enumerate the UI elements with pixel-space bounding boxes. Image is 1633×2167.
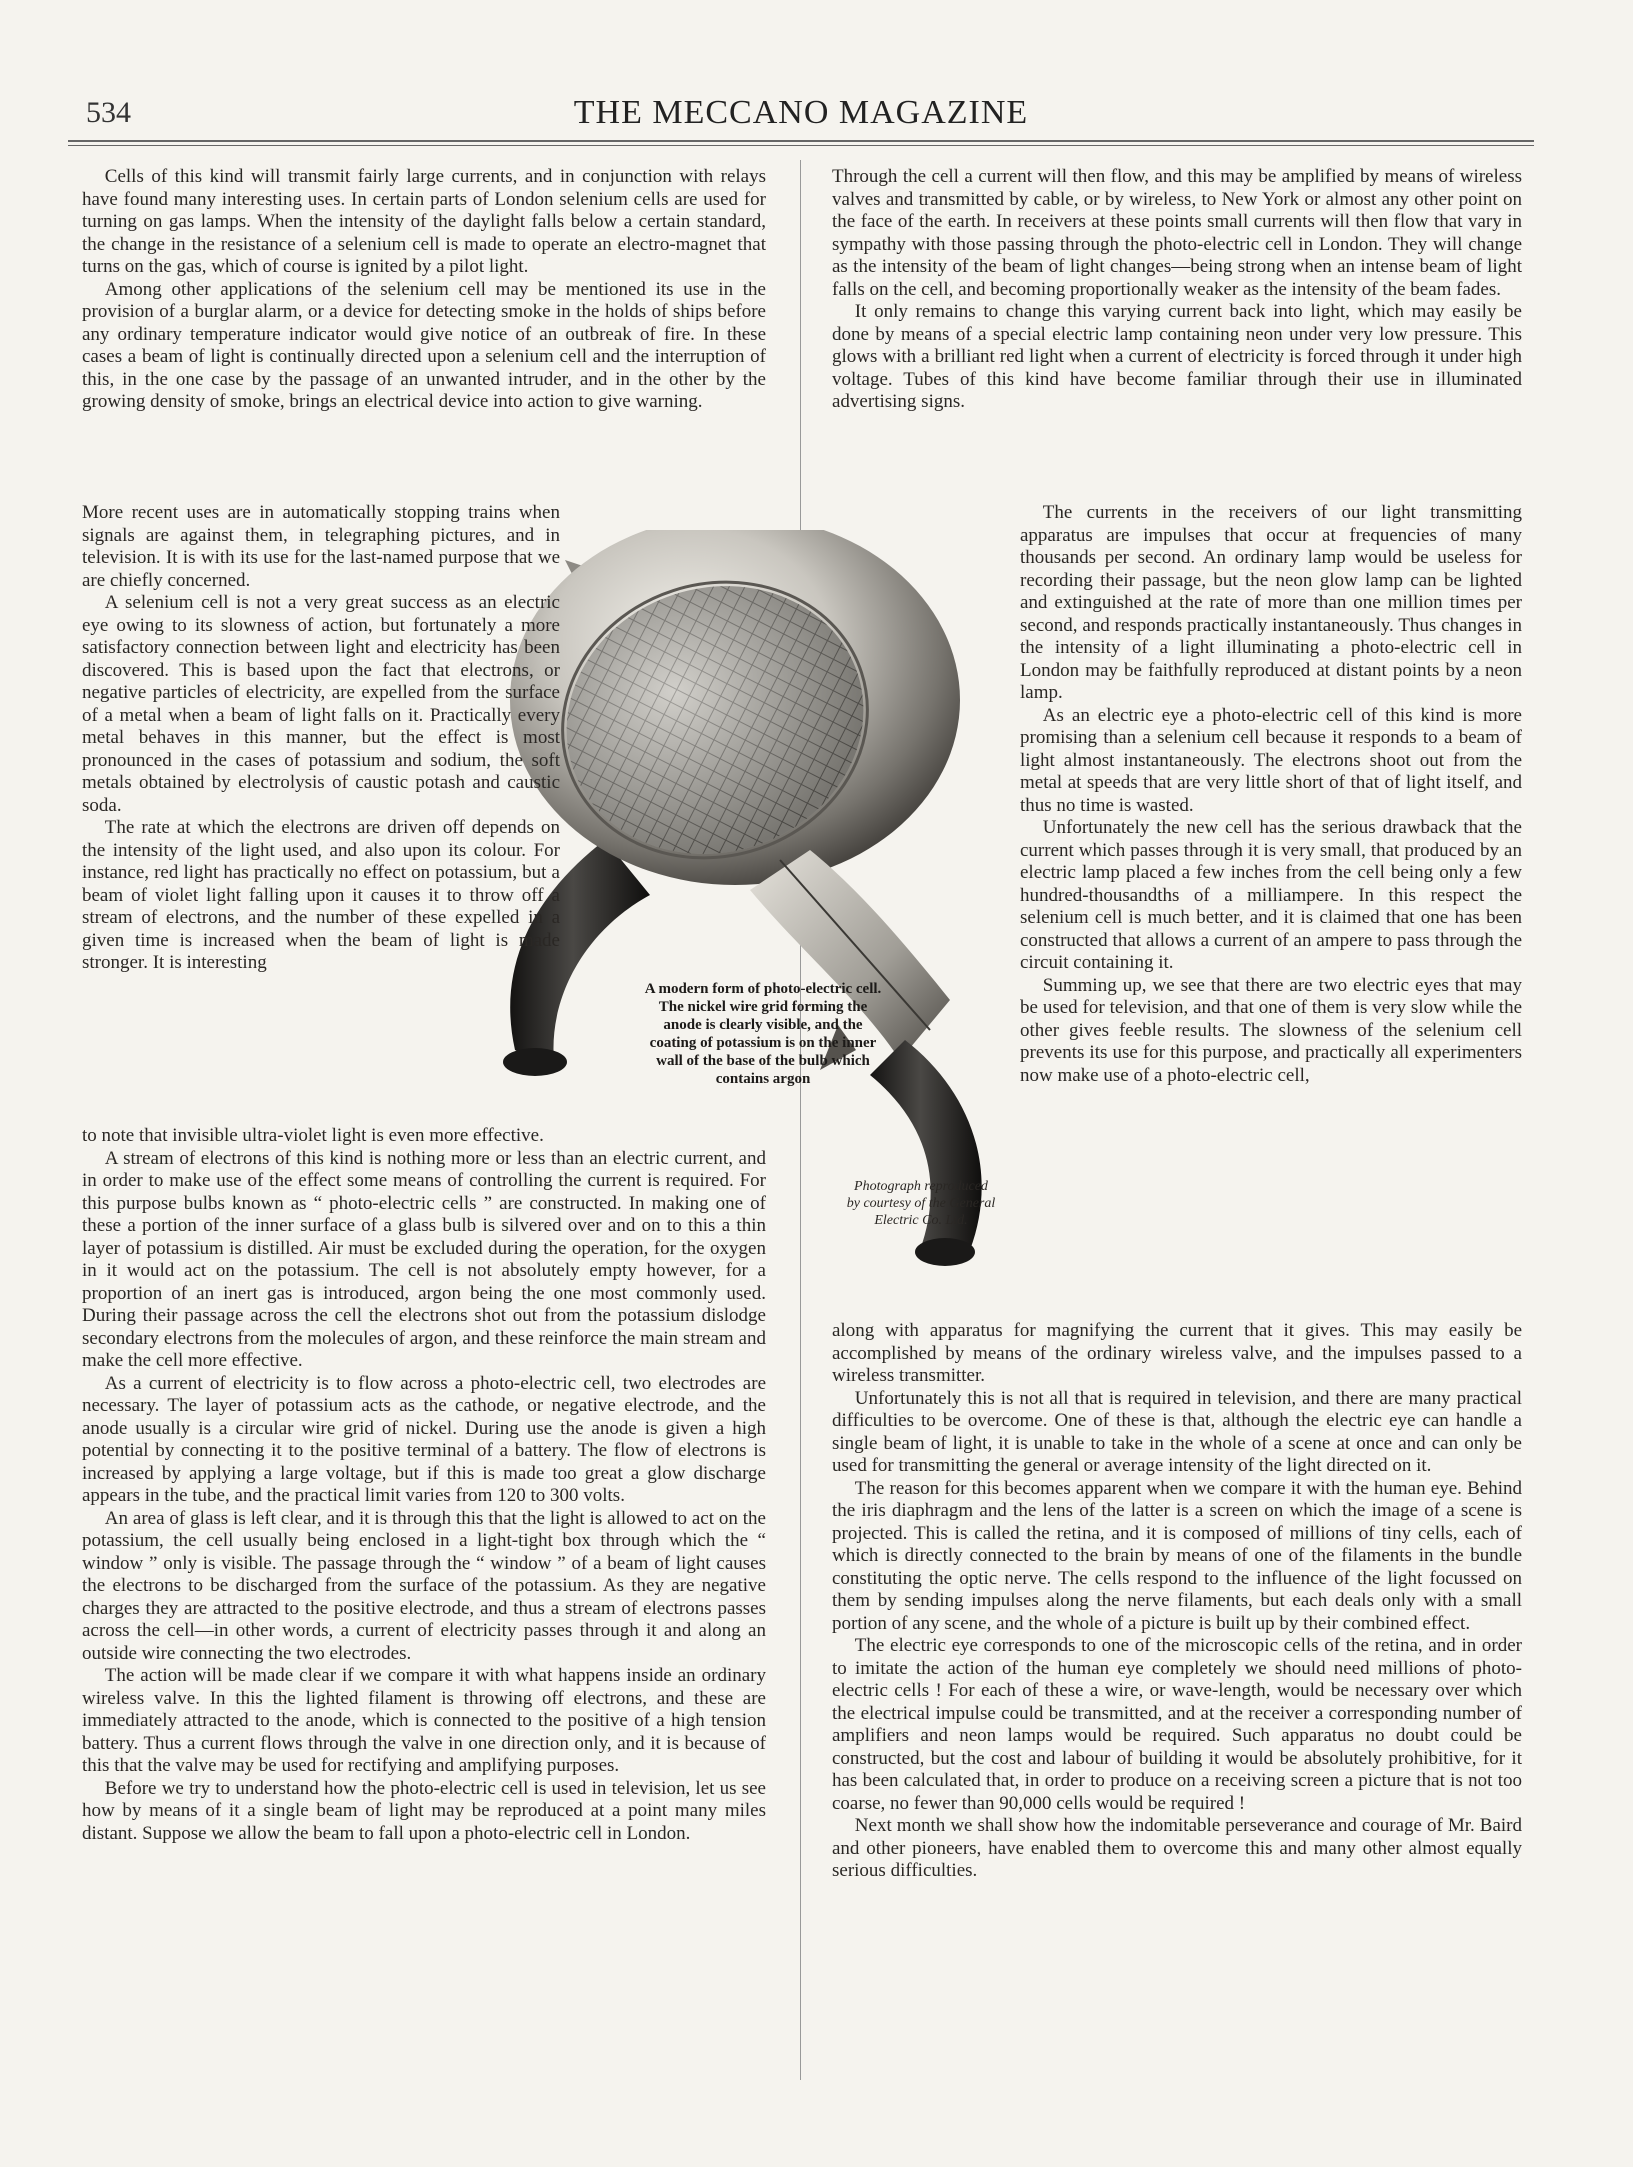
right-column-narrow [1020, 502, 1522, 1087]
paragraph: The reason for this becomes apparent when we compare it with the human eye. Behind the iris diaphragm and the lens of the latter is a screen on which the image of a scene is projected. This is called the retina, and it is composed of millions of tiny cells, each of which is directly connected to the brain by means of one of the filaments in the bundle constituting the optic nerve. The cells respond to the influence of the light focussed on them by sending impulses along the nerve filaments, but each deals only with a small portion of any scene, and the whole of a picture is built up by their combined effect. [832, 1477, 1522, 1634]
paragraph: As a current of electricity is to flow across a photo-electric cell, two electrodes are necessary. The layer of potassium acts as the cathode, or negative electrode, and the anode usually is a circular wire grid of nickel. During use the anode is given a high potential by connecting it to the positive terminal of a battery. The flow of electrons is increased by applying a large voltage, but if this is made too great a glow discharge appears in the tube, and the practical limit varies from 120 to 300 volts. [82, 1372, 766, 1506]
paragraph: It only remains to change this varying current back into light, which may easily be done by means of a special electric lamp containing neon under very low pressure. This glows with a brilliant red light when a current of electricity is forced through it under high voltage. Tubes of this kind have become familiar through their use in illuminated advertising signs. [832, 301, 1522, 412]
page-number: 534 [86, 96, 131, 129]
left-column-top [82, 166, 766, 414]
left-terminal-cap [503, 1048, 567, 1076]
paragraph: The electric eye corresponds to one of the microscopic cells of the retina, and in order to imitate the action of the human eye completely we should need millions of photo-electric cells ! For each of these a wire, or wave-length, would be necessary over which the electrical impulse could be transmitted, and at the receiver a corresponding number of amplifiers and neon lamps would be required. Such apparatus no doubt could be constructed, but the cost and labour of building it would be absolutely prohibitive, for it has been calculated that, in order to produce on a receiving screen a picture that is not too coarse, no fewer than 90,000 cells would be required ! [832, 1635, 1522, 1814]
magazine-title: THE MECCANO MAGAZINE [573, 94, 1029, 131]
paragraph: The action will be made clear if we compare it with what happens inside an ordinary wireless valve. In this the lighted filament is throwing off electrons, and these are immediately attracted to the anode, which is connected to the positive of a high tension battery. Thus a current flows through the valve in one direction only, and it is because of this that the valve may be used for rectifying and amplifying purposes. [82, 1665, 766, 1776]
paragraph: along with apparatus for magnifying the current that it gives. This may easily be accomplished by means of the ordinary wireless valve, and the impulses passed to a wireless transmitter. [832, 1320, 1522, 1386]
left-column-bottom [82, 1125, 766, 1845]
paragraph: Summing up, we see that there are two electric eyes that may be used for television, and that one of them is very slow while the other gives feeble results. The slowness of the selenium cell prevents its use for this purpose, and practically all experimenters now make use of a photo-electric cell, [1020, 974, 1522, 1086]
paragraph: to note that invisible ultra-violet light is even more effective. [82, 1125, 544, 1146]
paragraph: Through the cell a current will then flow, and this may be amplified by means of wireless valves and transmitted by cable, or by wireless, to New York or almost any other point on the face of the earth. In receivers at these points small currents will then flow that vary in sympathy with those passing through the photo-electric cell in London. They will change as the intensity of the beam of light changes—being strong when an intense beam of light falls on the cell, and becoming proportionally weaker as the intensity of the beam fades. [832, 166, 1522, 300]
paragraph: Cells of this kind will transmit fairly large currents, and in conjunction with relays have found many interesting uses. In certain parts of London selenium cells are used for turning on gas lamps. When the intensity of the daylight falls below a certain standard, the change in the resistance of a selenium cell is made to operate an electro-magnet that turns on the gas, which of course is ignited by a pilot light. [82, 166, 766, 277]
paragraph: More recent uses are in automatically stopping trains when signals are against them, in telegraphing pictures, and in television. It is with its use for the last-named purpose that we are chiefly concerned. [82, 502, 560, 591]
paragraph: The rate at which the electrons are driven off depends on the intensity of the light used, and also upon its colour. For instance, red light has practically no effect on potassium, but a beam of violet light falling upon it causes it to throw off a stream of electrons, and the number of these expelled in a given time is increased when the beam of light is made stronger. It is interesting [82, 817, 560, 973]
page-header [68, 92, 1534, 136]
right-column-top [832, 166, 1522, 414]
right-terminal-cap [915, 1238, 975, 1266]
paragraph: Before we try to understand how the photo-electric cell is used in television, let us see how by means of it a single beam of light may be reproduced at a point many miles distant. Suppose we allow the beam to fall upon a photo-electric cell in London. [82, 1777, 766, 1844]
paragraph: Unfortunately this is not all that is required in television, and there are many practical difficulties to be overcome. One of these is that, although the electric eye can handle a single beam of light, it is unable to take in the whole of a scene at once and can only be used for transmitting the general or average intensity of the light directed on it. [832, 1387, 1522, 1476]
right-column-bottom [832, 1320, 1522, 1883]
header-rule [68, 140, 1534, 142]
paragraph: The currents in the receivers of our light transmitting apparatus are impulses that occur at frequencies of many thousands per second. An ordinary lamp would be useless for recording their passage, but the neon glow lamp can be lighted and extinguished at the rate of more than one million times per second, and responds practically instantaneously. Thus changes in the intensity of a light illuminating a photo-electric cell in London may be faithfully reproduced at distant points by a neon lamp. [1020, 502, 1522, 703]
paragraph: As an electric eye a photo-electric cell of this kind is more promising than a selenium cell because it responds to a beam of light almost instantaneously. The electrons shoot out from the metal at speeds that are very little short of that of light itself, and thus no time is wasted. [1020, 704, 1522, 816]
paragraph: Next month we shall show how the indomitable perseverance and courage of Mr. Baird and other pioneers, have enabled them to overcome this and many other almost equally serious difficulties. [832, 1815, 1522, 1881]
paragraph: Unfortunately the new cell has the serious drawback that the current which passes through it is very small, that produced by an electric lamp placed a few inches from the cell being only a few hundred-thousandths of a milliampere. In this respect the selenium cell is much better, and it is claimed that one has been constructed that allows a current of an ampere to pass through the circuit containing it. [1020, 817, 1522, 973]
left-column-narrow [82, 502, 560, 975]
header-rule-thin [68, 145, 1534, 146]
figure-caption: A modern form of photo-electric cell. The nickel wire grid forming the anode is clearly visible, and the coating of potassium is on the inner wall of the base of the bulb which contains argon [644, 981, 882, 1087]
paragraph: A selenium cell is not a very great success as an electric eye owing to its slowness of action, but fortunately a more satisfactory connection between light and electricity has been discovered. This is based upon the fact that electrons, or negative particles of electricity, are expelled from the surface of a metal when a beam of light falls on it. Practically every metal behaves in this manner, but the effect is most pronounced in the cases of potassium and sodium, the soft metals obtained by electrolysis of caustic potash and caustic soda. [82, 592, 560, 816]
paragraph: A stream of electrons of this kind is nothing more or less than an electric current, and in order to make use of the effect some means of controlling the current is required. For this purpose bulbs known as “ photo-electric cells ” are constructed. In making one of these a portion of the inner surface of a glass bulb is silvered over and on to this a thin layer of potassium is distilled. Air must be excluded during the operation, for the oxygen in it would act on the potassium. The cell is not absolutely empty however, for a proportion of an inert gas is introduced, argon being the one most commonly used. During their passage across the cell the electrons shot out from the potassium dislodge secondary electrons from the molecules of argon, and these reinforce the main stream and make the cell more effective. [82, 1147, 766, 1371]
paragraph: Among other applications of the selenium cell may be mentioned its use in the provision of a burglar alarm, or a device for detecting smoke in the holds of ships before any ordinary temperature indicator would give notice of an outbreak of fire. In these cases a beam of light is continually directed upon a selenium cell and the interruption of this, in the one case by the passage of an unwanted intruder, and in the other by the growing density of smoke, brings an electrical device into action to give warning. [82, 278, 766, 412]
paragraph: An area of glass is left clear, and it is through this that the light is allowed to act on the potassium, the cell usually being enclosed in a light-tight box through which the “ window ” only is visible. The passage through the “ window ” of a beam of light causes the electrons to be discharged from the surface of the potassium. As they are negative charges they are attracted to the positive electrode, and thus a stream of electrons passes across the cell—in other words, a current of electricity passes through it and along an outside wire connecting the two electrodes. [82, 1507, 766, 1664]
photo-credit: Photograph reproduced by courtesy of the General Electric Co. Ltd. [846, 1179, 996, 1228]
